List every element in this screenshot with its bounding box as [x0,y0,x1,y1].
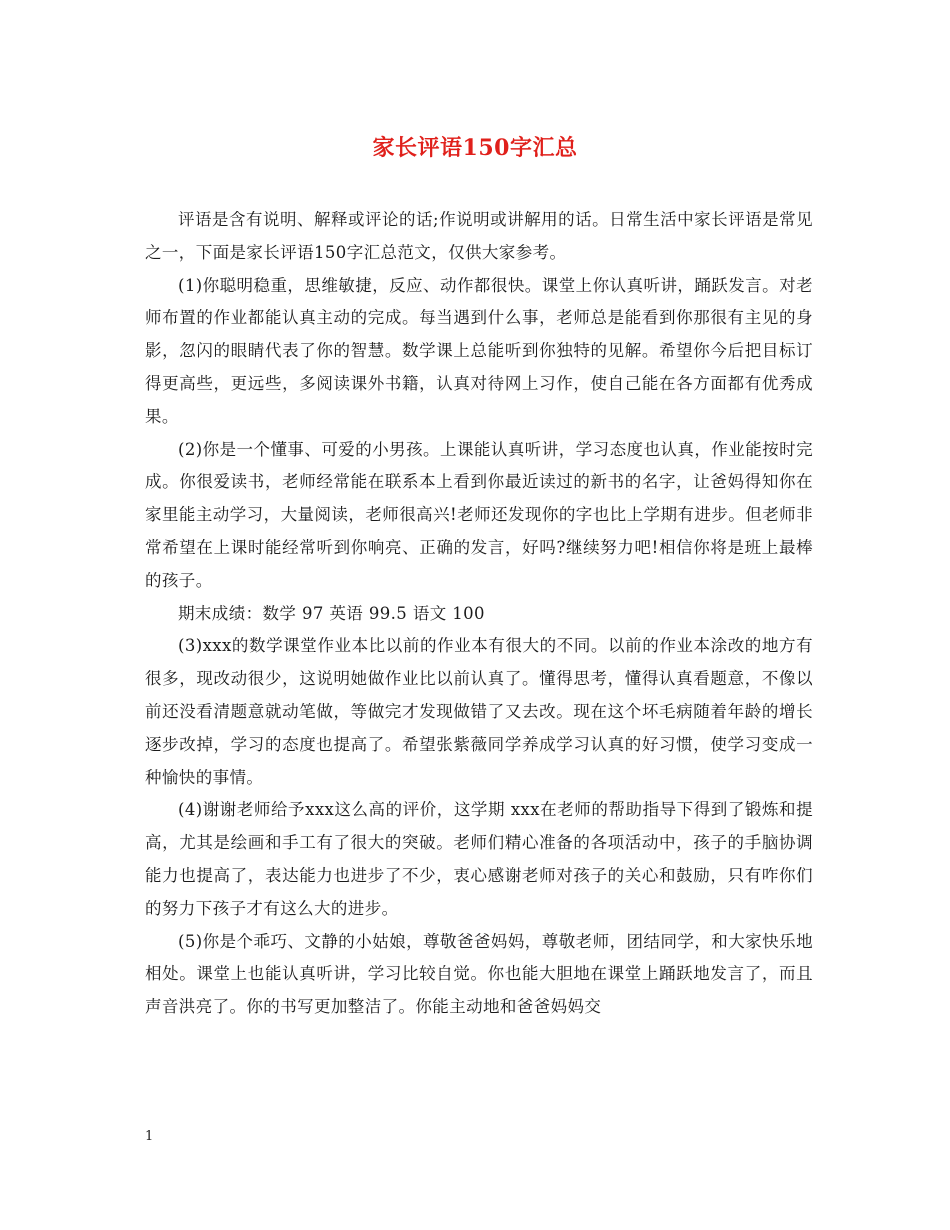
paragraph-comment-3: (3)xxx的数学课堂作业本比以前的作业本有很大的不同。以前的作业本涂改的地方有很多，现改动很少，这说明她做作业比以前认真了。懂得思考，懂得认真看题意，不像以前还没看清题意就动笔做，等做完才发现做错了又去改。现在这个坏毛病随着年龄的增长逐步改掉，学习的态度也提高了。希望张紫薇同学养成学习认真的好习惯，使学习变成一种愉快的事情。 [145,636,813,787]
paragraph-comment-2: (2)你是一个懂事、可爱的小男孩。上课能认真听讲，学习态度也认真，作业能按时完成。你很爱读书，老师经常能在联系本上看到你最近读过的新书的名字，让爸妈得知你在家里能主动学习，大量阅读，老师很高兴!老师还发现你的字也比上学期有进步。但老师非常希望在上课时能经常听到你响亮、正确的发言，好吗?继续努力吧!相信你将是班上最棒的孩子。 [145,439,813,590]
paragraph-final-scores: 期末成绩：数学 97 英语 99.5 语文 100 [178,603,485,623]
paragraph-comment-4: (4)谢谢老师给予xxx这么高的评价，这学期 xxx在老师的帮助指导下得到了锻炼和提高，尤其是绘画和手工有了很大的突破。老师们精心准备的各项活动中，孩子的手脑协调能力也提高了，表达能力也进步了不少，衷心感谢老师对孩子的关心和鼓励，只有咋你们的努力下孩子才有这么大的进步。 [145,800,813,918]
paragraph-comment-1: (1)你聪明稳重，思维敏捷，反应、动作都很快。课堂上你认真听讲，踊跃发言。对老师布置的作业都能认真主动的完成。每当遇到什么事，老师总是能看到你那很有主见的身影，忽闪的眼睛代表了你的智慧。数学课上总能听到你独特的见解。希望你今后把目标订得更高些，更远些，多阅读课外书籍，认真对待网上习作，使自己能在各方面都有优秀成果。 [145,275,813,426]
page-number: 1 [145,1129,154,1144]
document-title: 家长评语150字汇总 [372,135,578,161]
paragraph-intro: 评语是含有说明、解释或评论的话;作说明或讲解用的话。日常生活中家长评语是常见之一，下面是家长评语150字汇总范文，仅供大家参考。 [145,210,813,262]
paragraph-comment-5: (5)你是个乖巧、文静的小姑娘，尊敬爸爸妈妈，尊敬老师，团结同学，和大家快乐地相处。课堂上也能认真听讲，学习比较自觉。你也能大胆地在课堂上踊跃地发言了，而且声音洪亮了。你的书写更加整洁了。你能主动地和爸爸妈妈交 [145,931,813,1017]
document-body [145,204,813,1024]
